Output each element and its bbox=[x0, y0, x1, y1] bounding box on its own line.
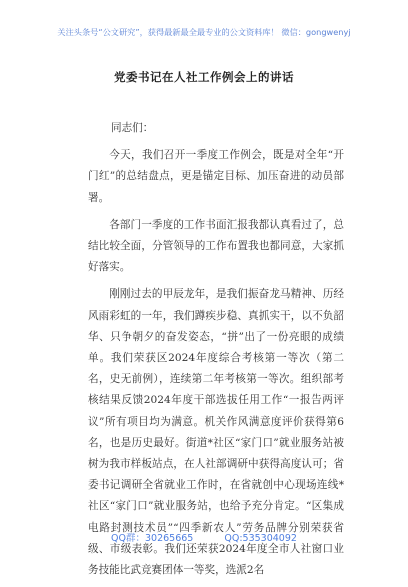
document-title: 党委书记在人社工作例会上的讲话 bbox=[114, 70, 294, 84]
paragraph-1: 今天，我们召开一季度工作例会，既是对全年“开门红”的总结盘点，更是锚定目标、加压奋进的动员部署。 bbox=[88, 149, 344, 204]
promo-banner: 关注头条号“公文研究”，获得最新最全最专业的公文资料库！ 微信：gongwenyj bbox=[57, 27, 351, 37]
salutation: 同志们： bbox=[111, 122, 154, 134]
document-body bbox=[88, 118, 344, 587]
contact-footer bbox=[0, 530, 408, 544]
paragraph-3: 刚刚过去的甲辰龙年，是我们振奋龙马精神、历经风雨彩虹的一年，我们蹲疾步稳、真抓实干，以不负韶华、只争朝夕的奋发姿态，“拼”出了一份亮眼的成绩单。我们荣获区2024年度综合考核第一等次（第二名，史无前例），连续第二年考核第一等次。组织部考核结果反馈2024年度干部选拔任用工作“一报告两评议”所有项目均为满意。机关作风满意度评价获得第6名，也是历史最好。街道*社区“家门口”就业服务站被树为我市样板站点，在人社部调研中获得高度认可；省委书记调研全省就业工作时，在省就创中心现场连线*社区“家门口”就业服务站，也给予充分肯定。“区集成电路封测技术员”“四季新农人”劳务品牌分别荣获省级、市级表彰。我们还荣获2024年度全市人社窗口业务技能比武竞赛团体一等奖，选派2名 bbox=[88, 288, 344, 577]
paragraph-2: 各部门一季度的工作书面汇报我都认真看过了，总结比较全面，分管领导的工作布置我也都同意，大家抓好落实。 bbox=[88, 218, 344, 274]
qq-contact: QQ:535304092 bbox=[224, 533, 297, 544]
qq-group: QQ群：30265665 bbox=[111, 533, 194, 544]
